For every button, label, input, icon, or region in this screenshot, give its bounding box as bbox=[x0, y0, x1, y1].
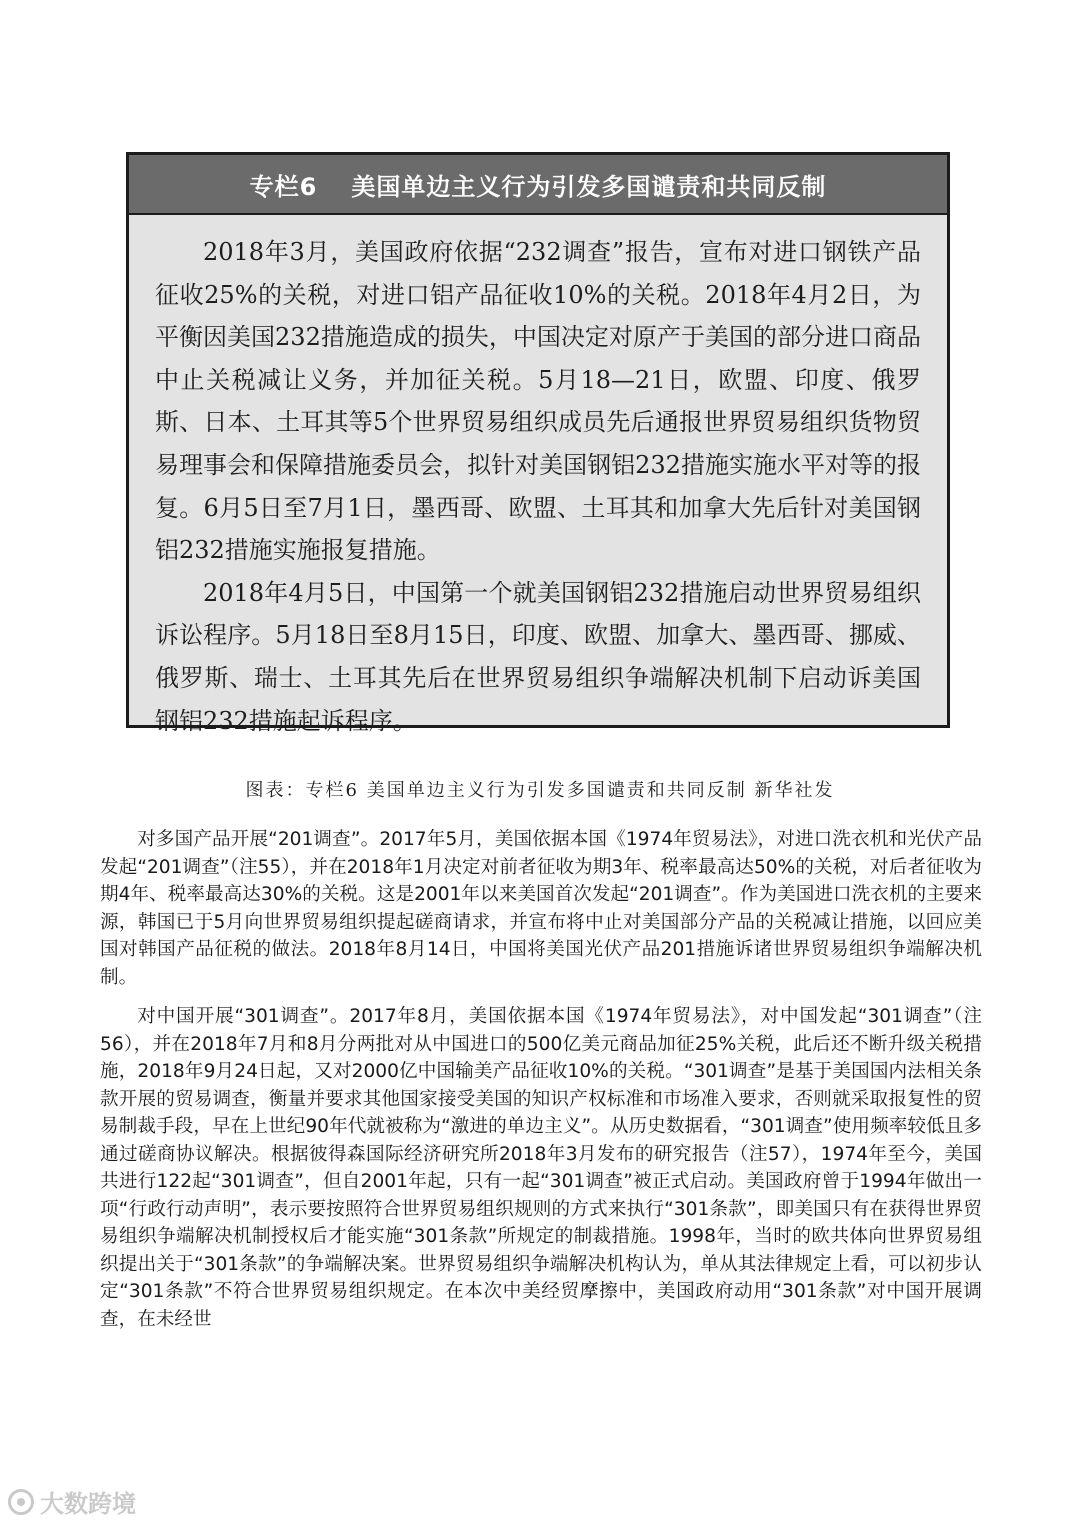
column-body bbox=[129, 215, 947, 742]
column-title: 美国单边主义行为引发多国谴责和共同反制 bbox=[351, 172, 827, 201]
watermark bbox=[8, 1484, 136, 1519]
body-paragraph: 对中国开展“301调查”。2017年8月，美国依据本国《1974年贸易法》，对中国发起“301调查”（注56），并在2018年7月和8月分两批对从中国进口的500亿美元商品加征25%关税，此后还不断升级关税措施，2018年9月24日起，又对2000亿中国输美产品征收10%的关税。“301调查”是基于美国国内法相关条款开展的贸易调查，衡量并要求其他国家接受美国的知识产权标准和市场准入要求，否则就采取报复性的贸易制裁手段，早在上世纪90年代就被称为“激进的单边主义”。从历史数据看，“301调查”使用频率较低且多通过磋商协议解决。根据彼得森国际经济研究所2018年3月发布的研究报告（注57），1974年至今，美国共进行122起“301调查”，但自2001年起，只有一起“301调查”被正式启动。美国政府曾于1994年做出一项“行政行动声明”，表示要按照符合世界贸易组织规则的方式来执行“301条款”，即美国只有在获得世界贸易组织争端解决机制授权后才能实施“301条款”所规定的制裁措施。1998年，当时的欧共体向世界贸易组织提出关于“301条款”的争端解决案。世界贸易组织争端解决机构认为，单从其法律规定上看，可以初步认定“301条款”不符合世界贸易组织规定。在本次中美经贸摩擦中，美国政府动用“301条款”对中国开展调查，在未经世 bbox=[100, 1006, 982, 1330]
column-header bbox=[129, 155, 947, 215]
column-label: 专栏6 bbox=[249, 172, 318, 201]
column-paragraph: 2018年3月，美国政府依据“232调查”报告，宣布对进口钢铁产品征收25%的关税，对进口铝产品征收10%的关税。2018年4月2日，为平衡因美国232措施造成的损失，中国决定对原产于美国的部分进口商品中止关税减让义务，并加征关税。5月18—21日，欧盟、印度、俄罗斯、日本、土耳其等5个世界贸易组织成员先后通报世界贸易组织货物贸易理事会和保障措施委员会，拟针对美国钢铝232措施实施水平对等的报复。6月5日至7月1日，墨西哥、欧盟、土耳其和加拿大先后针对美国钢铝232措施实施报复措施。 bbox=[155, 238, 921, 565]
figure-caption: 图表：专栏6 美国单边主义行为引发多国谴责和共同反制 新华社发 bbox=[245, 780, 835, 801]
weibo-logo-icon bbox=[8, 1489, 34, 1515]
column-paragraph: 2018年4月5日，中国第一个就美国钢铝232措施启动世界贸易组织诉讼程序。5月18日至8月15日，印度、欧盟、加拿大、墨西哥、挪威、俄罗斯、瑞士、土耳其先后在世界贸易组织争端解决机制下启动诉美国钢铝232措施起诉程序。 bbox=[155, 578, 921, 735]
body-paragraph: 对多国产品开展“201调查”。2017年5月，美国依据本国《1974年贸易法》，对进口洗衣机和光伏产品发起“201调查”（注55），并在2018年1月决定对前者征收为期3年、税率最高达50%的关税，对后者征收为期4年、税率最高达30%的关税。这是2001年以来美国首次发起“201调查”。作为美国进口洗衣机的主要来源，韩国已于5月向世界贸易组织提起磋商请求，并宣布将中止对美国部分产品的关税减让措施，以回应美国对韩国产品征税的做法。2018年8月14日，中国将美国光伏产品201措施诉诸世界贸易组织争端解决机制。 bbox=[100, 829, 982, 988]
main-text bbox=[100, 826, 982, 1345]
column-box bbox=[126, 152, 950, 735]
watermark-text: 大数跨境 bbox=[40, 1490, 136, 1518]
